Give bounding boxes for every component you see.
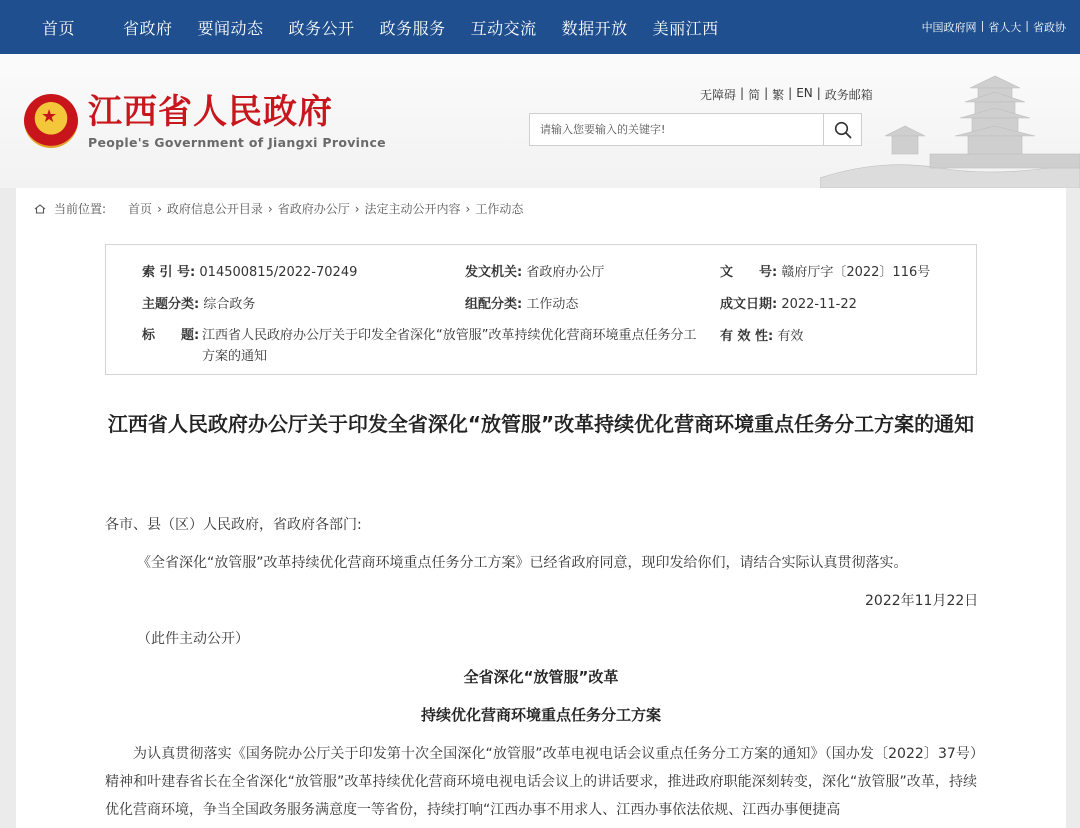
link-china-gov[interactable]: 中国政府网 <box>921 21 977 34</box>
link-provincial-congress[interactable]: 省人大 <box>988 21 1022 34</box>
pavilion-illustration <box>820 68 1080 188</box>
search-input[interactable] <box>530 114 823 145</box>
home-icon <box>34 204 46 214</box>
salutation: 各市、县（区）人民政府，省政府各部门: <box>105 517 362 533</box>
meta-validity-value: 有效 <box>777 329 804 344</box>
link-accessibility[interactable]: 无障碍 <box>700 88 737 102</box>
breadcrumb-public-content[interactable]: 法定主动公开内容 <box>364 202 461 216</box>
link-gov-mail[interactable]: 政务邮箱 <box>824 88 873 102</box>
breadcrumb-office[interactable]: 省政府办公厅 <box>277 202 350 216</box>
meta-date-key: 成文日期: <box>720 297 778 312</box>
link-simplified[interactable]: 简 <box>748 88 761 102</box>
breadcrumb-separator: › <box>157 201 162 216</box>
meta-title <box>142 325 702 367</box>
logo-text <box>88 92 386 150</box>
breadcrumb <box>34 200 523 217</box>
meta-docno-key: 文 号: <box>720 265 778 280</box>
nav-gov-affairs[interactable]: 政务公开 <box>288 18 355 38</box>
search-box <box>529 113 862 146</box>
nav-gov-services[interactable]: 政务服务 <box>379 18 446 38</box>
meta-index <box>142 261 357 280</box>
meta-group-key: 组配分类: <box>465 297 523 312</box>
meta-date-value: 2022-11-22 <box>781 297 857 312</box>
meta-group <box>465 293 578 312</box>
meta-issuer <box>465 261 604 280</box>
link-provincial-cppcc[interactable]: 省政协 <box>1033 21 1066 34</box>
breadcrumb-separator: › <box>465 201 471 216</box>
nav-open-data[interactable]: 数据开放 <box>561 18 628 38</box>
meta-topic-value: 综合政务 <box>203 297 256 312</box>
top-nav <box>0 0 1080 54</box>
meta-topic-key: 主题分类: <box>142 297 200 312</box>
body-paragraph: 为认真贯彻落实《国务院办公厅关于印发第十次全国深化“放管服”改革电视电话会议重点任务分工方案的通知》（国办发〔2022〕37号）精神和叶建春省长在全省深化“放管服”改革持续优化营商环境电视电话会议上的讲话要求，推进政府职能深刻转变，深化“放管服”改革，持续优化营商环境，争当全国政务服务满意度一等省份，持续打响“江西办事不用求人、江西办事依法依规、江西办事便捷高 <box>105 746 977 818</box>
site-title-en: People's Government of Jiangxi Province <box>88 135 386 150</box>
separator: | <box>1025 19 1029 32</box>
document-date: 2022年11月22日 <box>865 593 979 609</box>
meta-group-value: 工作动态 <box>526 297 579 312</box>
breadcrumb-separator: › <box>354 201 360 216</box>
meta-date <box>720 293 857 312</box>
external-links <box>922 19 1066 35</box>
nav-interaction[interactable]: 互动交流 <box>470 18 537 38</box>
plan-title-line1: 全省深化“放管服”改革 <box>463 668 619 686</box>
meta-index-key: 索 引 号: <box>142 265 196 280</box>
meta-validity <box>720 325 803 344</box>
utility-links: 无障碍 | 简 | 繁 | EN | 政务邮箱 <box>700 86 873 102</box>
meta-title-key: 标 题: <box>142 328 200 343</box>
national-emblem-icon <box>24 94 78 148</box>
nav-home[interactable]: 首页 <box>42 18 76 38</box>
meta-issuer-value: 省政府办公厅 <box>526 265 605 280</box>
nav-news[interactable]: 要闻动态 <box>197 18 264 38</box>
meta-validity-key: 有 效 性: <box>720 329 774 344</box>
nav-menu <box>42 16 744 39</box>
breadcrumb-work-news[interactable]: 工作动态 <box>475 202 524 216</box>
meta-docno <box>720 261 930 280</box>
breadcrumb-home[interactable]: 首页 <box>128 202 153 216</box>
plan-title-line2: 持续优化营商环境重点任务分工方案 <box>420 706 661 724</box>
link-english[interactable]: EN <box>796 86 813 100</box>
document-title: 江西省人民政府办公厅关于印发全省深化“放管服”改革持续优化营商环境重点任务分工方案的通知 <box>107 412 975 436</box>
intro-paragraph: 《全省深化“放管服”改革持续优化营商环境重点任务分工方案》已经省政府同意，现印发给你们，请结合实际认真贯彻落实。 <box>137 555 908 571</box>
breadcrumb-separator: › <box>267 201 273 216</box>
breadcrumb-label: 当前位置: <box>54 202 107 216</box>
breadcrumb-info-catalog[interactable]: 政府信息公开目录 <box>166 202 263 216</box>
main-content <box>16 188 1066 828</box>
document-metadata-box <box>105 244 977 375</box>
site-title-cn: 江西省人民政府 <box>88 92 333 132</box>
meta-title-value: 江西省人民政府办公厅关于印发全省深化“放管服”改革持续优化营商环境重点任务分工方案的通知 <box>202 328 697 364</box>
link-traditional[interactable]: 繁 <box>772 88 785 102</box>
meta-docno-value: 赣府厅字〔2022〕116号 <box>781 265 931 280</box>
site-logo[interactable] <box>24 92 386 150</box>
meta-issuer-key: 发文机关: <box>465 265 523 280</box>
nav-beautiful-jiangxi[interactable]: 美丽江西 <box>652 18 719 38</box>
separator: | <box>980 19 985 32</box>
site-header <box>0 54 1080 188</box>
meta-index-value: 014500815/2022-70249 <box>199 265 358 280</box>
meta-topic <box>142 293 255 312</box>
nav-provincial-gov[interactable]: 省政府 <box>123 18 173 38</box>
public-note: （此件主动公开） <box>137 631 249 647</box>
